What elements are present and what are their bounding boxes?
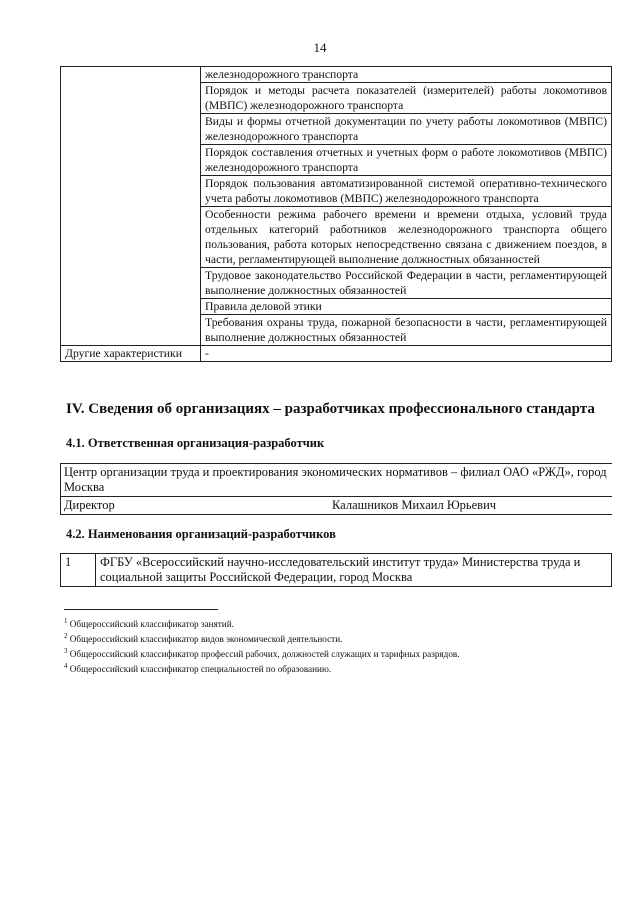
- footnote-text: Общероссийский классификатор видов экономической деятельности.: [69, 634, 343, 645]
- table-cell-text: Требования охраны труда, пожарной безопасности в части, регламентирующей выполнение должностных обязанностей: [201, 315, 612, 346]
- table-cell-label: Другие характеристики: [61, 346, 201, 362]
- table-cell-text: Порядок и методы расчета показателей (измерителей) работы локомотивов (МВПС) железнодорожного транспорта: [201, 83, 612, 114]
- position-label: Директор: [61, 497, 330, 515]
- footnote-text: Общероссийский классификатор занятий.: [69, 619, 234, 630]
- row-number: 1: [61, 554, 96, 587]
- footnote-text: Общероссийский классификатор специальностей по образованию.: [69, 664, 332, 675]
- person-name: Калашников Михаил Юрьевич: [329, 497, 612, 515]
- table-cell-label: [61, 67, 201, 346]
- footnote: [64, 660, 460, 675]
- table-row: [61, 464, 613, 497]
- table-cell-text: Особенности режима рабочего времени и времени отдыха, условий труда отдельных категорий работников железнодорожного транспорта общего пользования, работа которых непосредственно связана с движением поездов, в части, регламентирующей выполнение должностных обязанностей: [201, 207, 612, 268]
- subsection-heading-4-2: 4.2. Наименования организаций-разработчиков: [66, 527, 336, 541]
- table-row: [61, 497, 613, 515]
- footnote: [64, 615, 460, 630]
- footnote-mark: 3: [64, 647, 68, 656]
- footnote-mark: 1: [64, 617, 68, 625]
- table-cell-text: Порядок пользования автоматизированной системой оперативно-технического учета работы локомотивов (МВПС) железнодорожного транспорта: [201, 176, 612, 207]
- table-cell-text: Трудовое законодательство Российской Федерации в части, регламентирующей выполнение должностных обязанностей: [201, 268, 612, 299]
- developer-organizations-table: [60, 553, 612, 587]
- footnote-divider: [64, 609, 218, 610]
- subsection-heading-4-1: 4.1. Ответственная организация-разработчик: [66, 436, 325, 450]
- table-cell-text: -: [201, 346, 612, 362]
- table-cell-text: Виды и формы отчетной документации по учету работы локомотивов (МВПС) железнодорожного транспорта: [201, 114, 612, 145]
- footnote-text: Общероссийский классификатор профессий рабочих, должностей служащих и тарифных разрядов.: [69, 649, 460, 660]
- footnote-mark: 4: [64, 662, 68, 671]
- responsible-organization-table: [60, 463, 612, 515]
- organization-name: ФГБУ «Всероссийский научно-исследовательский институт труда» Министерства труда и социальной защиты Российской Федерации, город Москва: [96, 554, 612, 587]
- requirements-table: [60, 66, 612, 362]
- footnote: [64, 645, 460, 660]
- footnotes-list: [64, 615, 460, 675]
- table-cell-text: железнодорожного транспорта: [201, 67, 612, 83]
- section-heading: IV. Сведения об организациях – разработчиках профессионального стандарта: [66, 401, 595, 417]
- table-cell-text: Порядок составления отчетных и учетных форм о работе локомотивов (МВПС) железнодорожного транспорта: [201, 145, 612, 176]
- table-row: [61, 67, 612, 83]
- page-number: 14: [313, 40, 327, 55]
- footnote-mark: 2: [64, 632, 68, 641]
- table-row: [61, 554, 612, 587]
- organization-name: Центр организации труда и проектирования экономических нормативов – филиал ОАО «РЖД», город Москва: [61, 464, 613, 497]
- table-row-other-characteristics: [61, 346, 612, 362]
- footnote: [64, 630, 460, 645]
- table-cell-text: Правила деловой этики: [201, 299, 612, 315]
